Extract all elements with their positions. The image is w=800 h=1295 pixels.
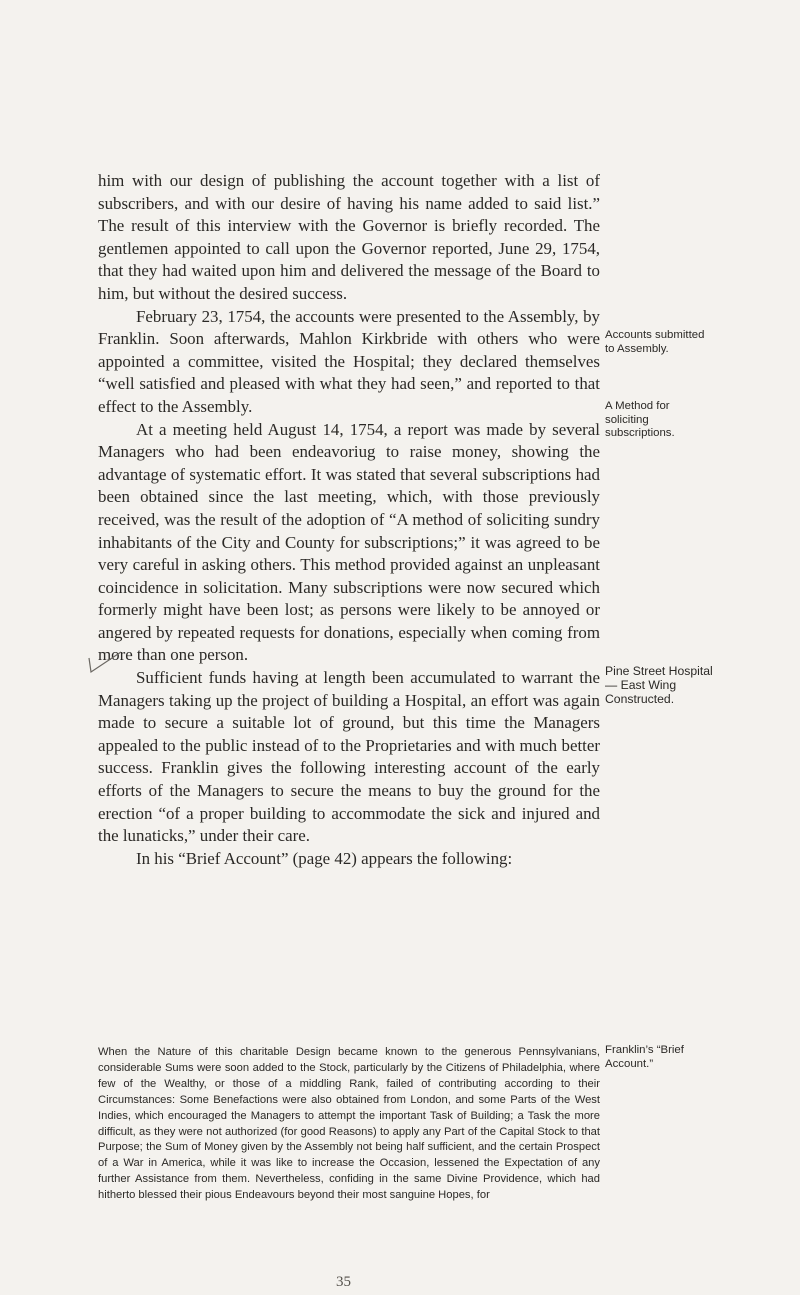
paragraph-method: At a meeting held August 14, 1754, a report was made by several Managers who had been endeavoriug to raise money, showing the advantage of systematic effort. It was stated that several subscriptions had been obtained since the last meeting, which, with those previously received, was the result of the adoption of “A method of soliciting sundry inhabitants of the City and County for subscriptions;” it was agreed to be very careful in asking others. This method provided against an unpleasant coincidence in solicitation. Many subscriptions were now secured which formerly might have been lost; as persons were likely to be annoyed or angered by repeated requests for donations, especially when coming from more than one person. <box>98 419 600 665</box>
paragraph-brief-account-intro: In his “Brief Account” (page 42) appears the following: <box>136 848 513 868</box>
margin-note-franklin: Franklin’s “Brief Account.” <box>605 1044 684 1070</box>
page-number: 35 <box>336 1274 351 1290</box>
margin-note-method: A Method for soliciting subscriptions. <box>605 400 675 439</box>
paragraph-pine-street: Sufficient funds having at length been accumulated to warrant the Managers taking up the project of building a Hospital, an effort was again made to secure a suitable lot of ground, but this time the Managers appealed to the public instead of to the Proprietaries and with much better success. Franklin gives the following interesting account of the early efforts of the Managers to secure the means to buy the ground for the erection “of a proper building to accommodate the sick and injured and the lunaticks,” under their care. <box>98 668 600 846</box>
margin-note-accounts: Accounts submitted to Assembly. <box>605 329 705 355</box>
main-text <box>98 170 600 870</box>
quotation-text: When the Nature of this charitable Design became known to the generous Pennsylvanians, considerable Sums were soon added to the Stock, particularly by the Citizens of Philadelphia, where few of the Wealthy, or those of a middling Rank, failed of contributing according to their Circumstances: Some Benefactions were also obtained from London, and some Parts of the West Indies, which encouraged the Managers to attempt the important Task of Building; a Task the more difficult, as they were not authorized (for good Reasons) to apply any Part of the Capital Stock to that Purpose; the Sum of Money given by the Assembly not being half sufficient, and the certain Prospect of a War in America, while it was like to increase the Occasion, lessened the Expectation of any further Assistance from them. Nevertheless, confiding in the same Divine Providence, which had hitherto blessed their pious Endeavours beyond their most sanguine Hopes, for <box>98 1046 600 1202</box>
margin-note-pine-street: Pine Street Hospital— East Wing Constructed. <box>605 664 713 706</box>
paragraph-accounts: February 23, 1754, the accounts were presented to the Assembly, by Franklin. Soon afterwards, Mahlon Kirkbride with others who were appointed a committee, visited the Hospital; they declared themselves “well satisfied and pleased with what they had seen,” and reported to that effect to the Assembly. <box>98 306 600 416</box>
quotation-block <box>98 1045 600 1204</box>
paragraph-continuation: him with our design of publishing the account together with a list of subscribers, and with our desire of having his name added to said list.” The result of this interview with the Governor is briefly recorded. The gentlemen appointed to call upon the Governor reported, June 29, 1754, that they had waited upon him and delivered the message of the Board to him, but without the desired success. <box>98 171 600 303</box>
pencil-check-mark-icon <box>85 650 125 676</box>
